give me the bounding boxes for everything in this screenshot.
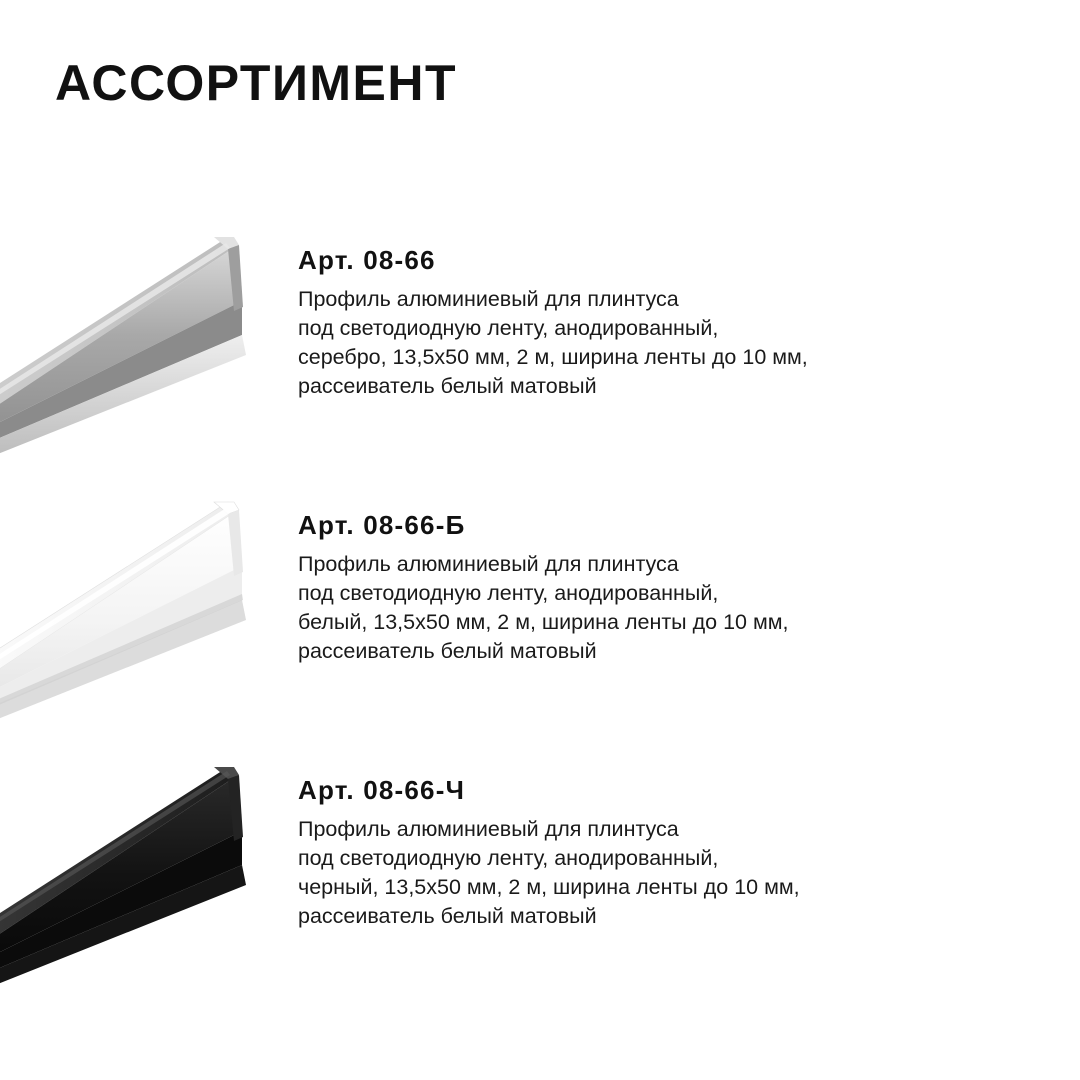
- profile-white-icon: [0, 480, 290, 720]
- product-desc-line: Профиль алюминиевый для плинтуса: [298, 287, 679, 311]
- product-desc-line: белый, 13,5х50 мм, 2 м, ширина ленты до 10 мм,: [298, 610, 789, 634]
- product-desc-line: рассеиватель белый матовый: [298, 374, 597, 398]
- product-code: Арт. 08-66-Б: [298, 510, 466, 540]
- product-text-block: [298, 245, 998, 401]
- product-code: Арт. 08-66-Ч: [298, 775, 466, 805]
- product-desc-line: серебро, 13,5х50 мм, 2 м, ширина ленты до 10 мм,: [298, 345, 808, 369]
- product-desc-line: под светодиодную ленту, анодированный,: [298, 316, 719, 340]
- product-desc-line: под светодиодную ленту, анодированный,: [298, 846, 719, 870]
- product-desc-line: рассеиватель белый матовый: [298, 639, 597, 663]
- page-title: АССОРТИМЕНТ: [55, 55, 458, 111]
- product-desc-line: черный, 13,5х50 мм, 2 м, ширина ленты до 10 мм,: [298, 875, 800, 899]
- product-text-block: [298, 510, 998, 666]
- product-desc-line: под светодиодную ленту, анодированный,: [298, 581, 719, 605]
- product-desc-line: Профиль алюминиевый для плинтуса: [298, 552, 679, 576]
- product-desc-line: рассеиватель белый матовый: [298, 904, 597, 928]
- profile-silver-icon: [0, 215, 290, 455]
- product-item: [0, 480, 1080, 720]
- product-item: [0, 745, 1080, 985]
- product-code: Арт. 08-66: [298, 245, 436, 275]
- product-desc-line: Профиль алюминиевый для плинтуса: [298, 817, 679, 841]
- product-item: [0, 215, 1080, 455]
- product-text-block: [298, 775, 998, 931]
- profile-black-icon: [0, 745, 290, 985]
